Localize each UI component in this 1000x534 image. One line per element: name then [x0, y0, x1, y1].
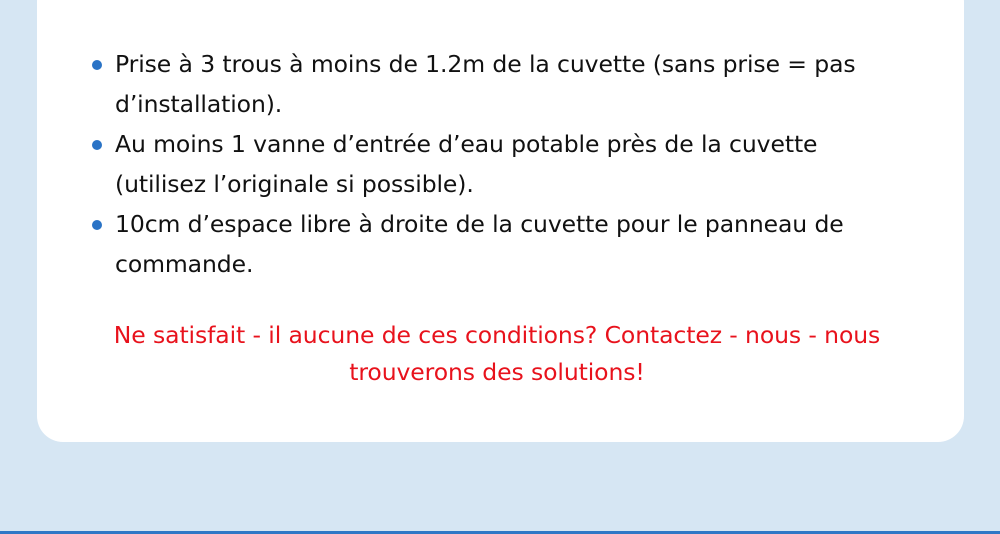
requirement-item-water-valve — [37, 124, 937, 204]
requirement-text-line: Prise à 3 trous à moins de 1.2m de la cuvette (sans prise = pas — [115, 50, 856, 78]
requirements-card — [37, 0, 964, 442]
requirement-text-line: d’installation). — [115, 90, 283, 118]
requirement-text-line: 10cm d’espace libre à droite de la cuvette pour le panneau de — [115, 210, 844, 238]
bullet-dot-icon — [92, 60, 102, 70]
notice-text-line: trouverons des solutions! — [349, 358, 645, 386]
requirements-list — [37, 44, 937, 284]
contact-notice — [57, 317, 937, 391]
requirement-item-free-space — [37, 204, 937, 284]
bullet-dot-icon — [92, 220, 102, 230]
bullet-dot-icon — [92, 140, 102, 150]
requirement-text-line: (utilisez l’originale si possible). — [115, 170, 474, 198]
requirement-text-line: commande. — [115, 250, 254, 278]
requirement-item-outlet — [37, 44, 937, 124]
notice-text-line: Ne satisfait - il aucune de ces conditions? Contactez - nous - nous — [113, 321, 881, 349]
requirement-text-line: Au moins 1 vanne d’entrée d’eau potable près de la cuvette — [115, 130, 818, 158]
